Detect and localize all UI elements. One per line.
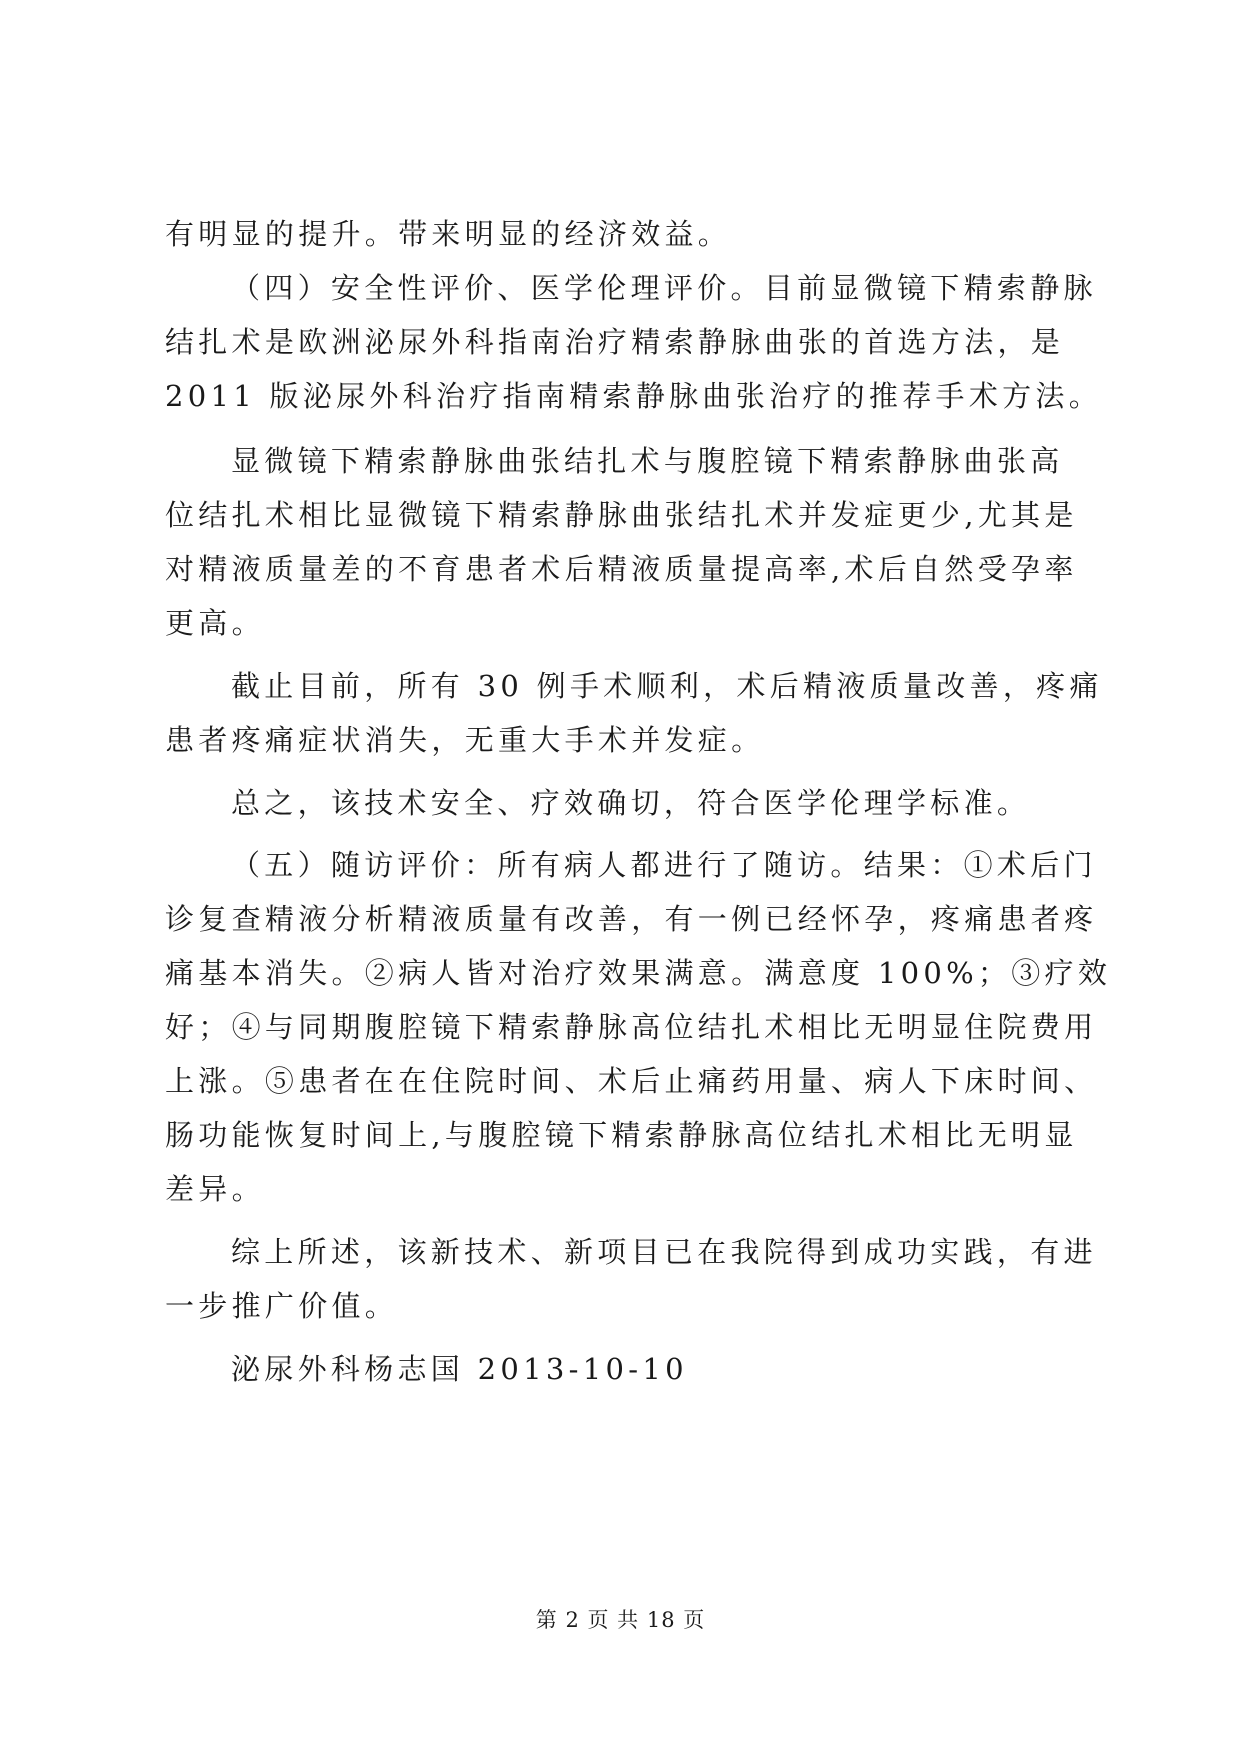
text-line: 位结扎术相比显微镜下精索静脉曲张结扎术并发症更少,尤其是 bbox=[165, 498, 1078, 532]
text-line: 患者疼痛症状消失，无重大手术并发症。 bbox=[165, 723, 765, 757]
text-line: 上涨。⑤患者在在住院时间、术后止痛药用量、病人下床时间、 bbox=[165, 1064, 1098, 1098]
text-line: 更高。 bbox=[165, 606, 265, 640]
text-line: 有明显的提升。带来明显的经济效益。 bbox=[165, 217, 732, 251]
text-line: 一步推广价值。 bbox=[165, 1289, 399, 1323]
text-line: 显微镜下精索静脉曲张结扎术与腹腔镜下精索静脉曲张高 bbox=[231, 444, 1064, 478]
text-line: 痛基本消失。②病人皆对治疗效果满意。满意度 100%；③疗效 bbox=[165, 956, 1112, 990]
page-number-footer: 第 2 页 共 18 页 bbox=[535, 1608, 706, 1632]
text-line: 肠功能恢复时间上,与腹腔镜下精索静脉高位结扎术相比无明显 bbox=[165, 1118, 1078, 1152]
text-line: 总之，该技术安全、疗效确切，符合医学伦理学标准。 bbox=[231, 786, 1031, 820]
text-line: 综上所述，该新技术、新项目已在我院得到成功实践，有进 bbox=[231, 1235, 1097, 1269]
signature-line: 泌尿外科杨志国 2013-10-10 bbox=[231, 1352, 688, 1386]
text-line: 对精液质量差的不育患者术后精液质量提高率,术后自然受孕率 bbox=[165, 552, 1078, 586]
text-line: 差异。 bbox=[165, 1172, 265, 1206]
text-line: 截止目前，所有 30 例手术顺利，术后精液质量改善，疼痛 bbox=[231, 669, 1103, 703]
text-line: （四）安全性评价、医学伦理评价。目前显微镜下精索静脉 bbox=[231, 271, 1097, 305]
text-line: 好；④与同期腹腔镜下精索静脉高位结扎术相比无明显住院费用 bbox=[165, 1010, 1098, 1044]
text-line: 结扎术是欧洲泌尿外科指南治疗精索静脉曲张的首选方法，是 bbox=[165, 325, 1065, 359]
text-line: 2011 版泌尿外科治疗指南精索静脉曲张治疗的推荐手术方法。 bbox=[165, 379, 1103, 413]
text-line: （五）随访评价：所有病人都进行了随访。结果：①术后门 bbox=[231, 848, 1097, 882]
text-line: 诊复查精液分析精液质量有改善，有一例已经怀孕，疼痛患者疼 bbox=[165, 902, 1098, 936]
